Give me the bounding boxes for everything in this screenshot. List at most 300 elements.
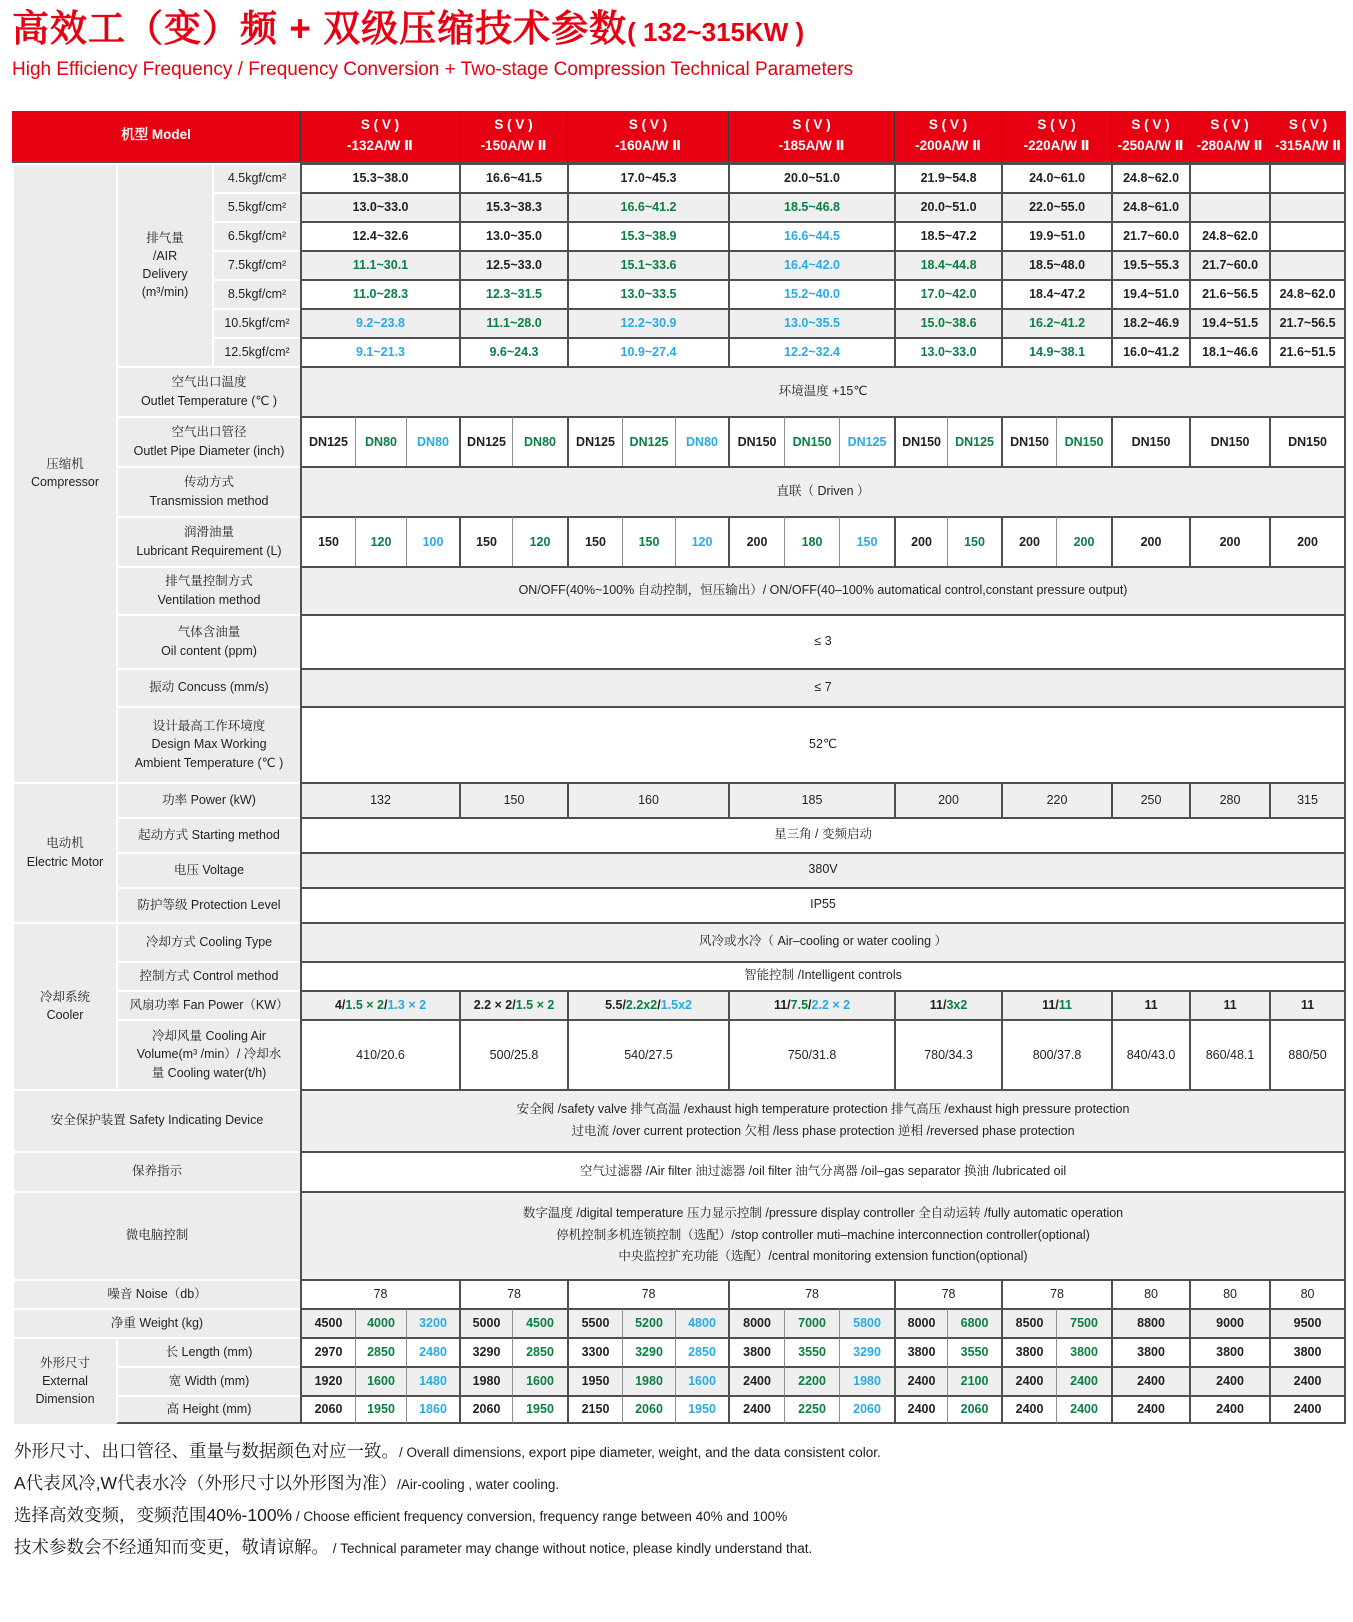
table-cell: 5500 [567,1308,622,1337]
table-cell: 180 [784,516,839,566]
model-column-header-280: S ( V ) -280A/W Ⅱ [1189,111,1269,163]
table-cell: 1480 [406,1366,459,1395]
table-cell: 13.0~33.5 [567,279,728,308]
row-label-pressure-4-5: 4.5kgf/cm² [212,163,300,192]
table-cell: 200 [894,516,947,566]
table-cell: 22.0~55.0 [1001,192,1111,221]
table-cell: 3290 [839,1337,894,1366]
table-cell: 200 [728,516,784,566]
row-label-pressure-6-5: 6.5kgf/cm² [212,221,300,250]
table-cell: DN150 [1056,416,1111,466]
table-cell [1189,192,1269,221]
table-cell: 840/43.0 [1111,1019,1189,1089]
table-cell: DN125 [459,416,512,466]
table-merged-cell [300,1151,1346,1191]
row-label-length: 长 Length (mm) [116,1337,300,1366]
table-cell: 2400 [894,1366,947,1395]
table-cell: 2100 [947,1366,1001,1395]
table-cell: 8000 [894,1308,947,1337]
table-cell: 18.2~46.9 [1111,308,1189,337]
table-cell: 200 [1056,516,1111,566]
table-cell: DN150 [784,416,839,466]
model-column-header-160: S ( V ) -160A/W Ⅱ [567,111,728,163]
table-cell [567,990,728,1019]
value-segment: 7.5 [790,998,809,1013]
table-cell: DN150 [1001,416,1056,466]
table-cell: 800/37.8 [1001,1019,1111,1089]
table-cell [728,990,894,1019]
merged-value-line: 停机控制多机连锁控制（选配）/stop controller muti–machine interconnection controller(optional) [556,1227,1090,1242]
table-cell: 8800 [1111,1308,1189,1337]
merged-value-line: 380V [808,862,838,877]
table-cell: 860/48.1 [1189,1019,1269,1089]
table-row [12,614,1346,668]
table-cell: 18.4~44.8 [894,250,1001,279]
table-row [12,337,1346,366]
table-cell: 11.0~28.3 [300,279,459,308]
table-cell: 21.7~60.0 [1111,221,1189,250]
table-row [12,1366,1346,1395]
table-cell: 18.5~47.2 [894,221,1001,250]
table-cell: 2400 [1001,1366,1056,1395]
group-label-electric-motor: 电动机 Electric Motor [12,782,116,922]
value-segment: 2.2 × 2 [811,998,851,1013]
table-cell: 24.8~62.0 [1269,279,1346,308]
table-cell: DN150 [728,416,784,466]
table-cell: 2400 [1189,1366,1269,1395]
value-segment: 3x2 [946,998,968,1013]
row-label-cooling-air-water: 冷却风量 Cooling Air Volume(m³ /min）/ 冷却水 量 Cooling water(t/h) [116,1019,300,1089]
table-cell: 120 [675,516,728,566]
table-cell: 17.0~45.3 [567,163,728,192]
table-cell: 2400 [1056,1366,1111,1395]
table-cell: 1600 [675,1366,728,1395]
table-row [12,366,1346,416]
table-cell: 24.0~61.0 [1001,163,1111,192]
table-cell: 3290 [622,1337,675,1366]
table-cell: 500/25.8 [459,1019,567,1089]
value-segment: 11/ [1042,998,1059,1013]
table-cell: 9000 [1189,1308,1269,1337]
table-cell: 1980 [459,1366,512,1395]
table-cell: 3800 [1269,1337,1346,1366]
row-label-ventilation: 排气量控制方式 Ventilation method [116,566,300,614]
table-row [12,1019,1346,1089]
table-cell: 2400 [728,1395,784,1424]
table-cell: 24.8~62.0 [1111,163,1189,192]
row-label-concuss: 振动 Concuss (mm/s) [116,668,300,706]
table-cell: 4000 [355,1308,406,1337]
table-cell: 1950 [512,1395,567,1424]
table-cell: 11 [1111,990,1189,1019]
table-cell: 2850 [675,1337,728,1366]
table-row [12,279,1346,308]
table-merged-cell [300,1191,1346,1279]
table-row [12,1337,1346,1366]
table-row [12,1151,1346,1191]
table-row [12,817,1346,852]
table-cell: 2850 [355,1337,406,1366]
table-cell: 13.0~33.0 [300,192,459,221]
parameters-table-body [12,163,1346,1424]
table-cell: DN125 [567,416,622,466]
table-cell: 18.4~47.2 [1001,279,1111,308]
table-cell: 2200 [784,1366,839,1395]
table-cell: 19.4~51.5 [1189,308,1269,337]
table-cell: 2400 [894,1395,947,1424]
table-cell: 200 [894,782,1001,817]
value-segment: / [383,998,388,1013]
table-row [12,1089,1346,1151]
table-cell: 2850 [512,1337,567,1366]
page-title-cn: 高效工（变）频 + 双级压缩技术参数 [12,8,628,49]
parameters-table [12,111,1346,1424]
table-cell: 2150 [567,1395,622,1424]
row-label-maintenance: 保养指示 [12,1151,300,1191]
table-cell: 21.6~51.5 [1269,337,1346,366]
row-label-noise: 噪音 Noise（db） [12,1279,300,1308]
table-cell: 1860 [406,1395,459,1424]
table-cell: 120 [355,516,406,566]
table-row [12,416,1346,466]
table-cell: 780/34.3 [894,1019,1001,1089]
table-cell: 12.3~31.5 [459,279,567,308]
table-cell: 150 [567,516,622,566]
table-cell: 200 [1111,516,1189,566]
value-segment: 5.5/ [605,998,626,1013]
table-cell: 5200 [622,1308,675,1337]
table-cell: 15.0~38.6 [894,308,1001,337]
table-cell: 16.6~44.5 [728,221,894,250]
table-cell: 11.1~28.0 [459,308,567,337]
table-cell: 250 [1111,782,1189,817]
table-cell [1269,250,1346,279]
table-cell: 150 [300,516,355,566]
table-cell: 15.3~38.0 [300,163,459,192]
row-label-pressure-8-5: 8.5kgf/cm² [212,279,300,308]
model-header-cell: 机型 Model [12,111,300,163]
table-cell: DN150 [1269,416,1346,466]
merged-value-line: 智能控制 /Intelligent controls [744,968,902,983]
table-row [12,990,1346,1019]
table-cell: 2400 [1001,1395,1056,1424]
table-cell: 2250 [784,1395,839,1424]
row-label-outlet-temperature: 空气出口温度 Outlet Temperature (℃ ) [116,366,300,416]
table-cell: 80 [1269,1279,1346,1308]
row-label-voltage: 电压 Voltage [116,852,300,887]
table-cell: 78 [567,1279,728,1308]
table-cell: 78 [1001,1279,1111,1308]
table-cell: 150 [459,782,567,817]
page-subtitle: High Efficiency Frequency / Frequency Conversion + Two-stage Compression Technical Parameters [12,58,854,80]
table-row [12,566,1346,614]
table-row [12,516,1346,566]
value-segment: 2.2 × 2/ [473,998,516,1013]
table-row [12,1279,1346,1308]
table-cell: 6800 [947,1308,1001,1337]
row-label-pressure-7-5: 7.5kgf/cm² [212,250,300,279]
table-cell [1189,163,1269,192]
page-title [12,8,1346,51]
table-cell: 17.0~42.0 [894,279,1001,308]
table-cell: 3800 [1189,1337,1269,1366]
table-cell: 2400 [728,1366,784,1395]
merged-value-line: 风冷或水冷（ Air–cooling or water cooling ） [699,934,948,949]
table-cell: 16.6~41.2 [567,192,728,221]
table-cell: 540/27.5 [567,1019,728,1089]
table-cell: 5800 [839,1308,894,1337]
table-cell: DN125 [622,416,675,466]
table-cell: 5000 [459,1308,512,1337]
table-cell [1001,990,1111,1019]
table-cell [894,990,1001,1019]
row-label-outlet-pipe-diameter: 空气出口管径 Outlet Pipe Diameter (inch) [116,416,300,466]
merged-value-line: 52℃ [809,736,837,751]
table-cell: 1920 [300,1366,355,1395]
table-cell: 14.9~38.1 [1001,337,1111,366]
table-cell: DN150 [1111,416,1189,466]
table-cell: 3200 [406,1308,459,1337]
table-cell [459,990,567,1019]
table-cell: 200 [1189,516,1269,566]
table-cell: 80 [1189,1279,1269,1308]
table-cell: 1950 [355,1395,406,1424]
table-cell: 2400 [1056,1395,1111,1424]
row-label-microcomputer-control: 微电脑控制 [12,1191,300,1279]
table-row [12,782,1346,817]
page-title-suffix: ( 132~315KW ) [627,17,805,47]
merged-value-line: ≤ 7 [814,679,832,694]
group-label-compressor: 压缩机 Compressor [12,163,116,782]
table-cell: 20.0~51.0 [728,163,894,192]
table-cell: 80 [1111,1279,1189,1308]
table-cell: 21.9~54.8 [894,163,1001,192]
row-label-design-max-ambient: 设计最高工作环境度 Design Max Working Ambient Temperature (℃ ) [116,706,300,782]
table-cell: 3290 [459,1337,512,1366]
table-cell: DN80 [355,416,406,466]
table-cell: 2970 [300,1337,355,1366]
table-cell: DN125 [300,416,355,466]
footer-notes [14,1438,1346,1559]
table-merged-cell [300,566,1346,614]
table-cell: 1950 [567,1366,622,1395]
table-cell: 24.8~62.0 [1189,221,1269,250]
table-cell: 2400 [1111,1366,1189,1395]
merged-value-line: 直联（ Driven ） [776,483,870,498]
model-column-header-250: S ( V ) -250A/W Ⅱ [1111,111,1189,163]
table-merged-cell [300,961,1346,990]
table-cell: 1980 [622,1366,675,1395]
table-cell: 2400 [1269,1366,1346,1395]
table-cell: 78 [728,1279,894,1308]
table-cell: 9.6~24.3 [459,337,567,366]
table-merged-cell [300,614,1346,668]
table-row [12,1308,1346,1337]
merged-value-line: IP55 [810,897,836,912]
table-cell: 2060 [839,1395,894,1424]
table-cell: 19.4~51.0 [1111,279,1189,308]
value-segment: 11/ [773,998,791,1013]
table-cell: 78 [894,1279,1001,1308]
table-cell: DN80 [406,416,459,466]
table-cell: 4500 [512,1308,567,1337]
row-label-air-delivery: 排气量 /AIR Delivery (m³/min) [116,163,212,366]
row-label-cooling-type: 冷却方式 Cooling Type [116,922,300,961]
table-cell: 3800 [1111,1337,1189,1366]
value-segment: 11 [1058,998,1072,1013]
value-segment: / [657,998,661,1013]
group-label-cooler: 冷却系统 Cooler [12,922,116,1089]
table-cell: 220 [1001,782,1111,817]
table-row [12,706,1346,782]
table-merged-cell [300,668,1346,706]
row-label-protection-level: 防护等级 Protection Level [116,887,300,922]
table-cell: DN125 [947,416,1001,466]
table-cell: 3800 [1001,1337,1056,1366]
table-cell: 8500 [1001,1308,1056,1337]
value-segment: 11/ [929,998,947,1013]
table-cell: 7500 [1056,1308,1111,1337]
table-cell: 16.2~41.2 [1001,308,1111,337]
table-row [12,1191,1346,1279]
table-cell: 18.1~46.6 [1189,337,1269,366]
table-cell: 160 [567,782,728,817]
footer-note: 外形尺寸、出口管径、重量与数据颜色对应一致。/ Overall dimensions, export pipe diameter, weight, and the data consistent color. [14,1440,881,1461]
table-merged-cell [300,366,1346,416]
row-label-fan-power: 风扇功率 Fan Power（KW） [116,990,300,1019]
merged-value-line: 安全阀 /safety valve 排气高温 /exhaust high temperature protection 排气高压 /exhaust high pressure protection [516,1101,1130,1116]
table-cell: 78 [459,1279,567,1308]
table-merged-cell [300,1089,1346,1151]
row-label-power: 功率 Power (kW) [116,782,300,817]
table-merged-cell [300,887,1346,922]
table-cell: 150 [947,516,1001,566]
table-cell: 3800 [728,1337,784,1366]
table-cell: 200 [1269,516,1346,566]
table-cell: 315 [1269,782,1346,817]
table-cell: 13.0~35.5 [728,308,894,337]
table-cell [1269,221,1346,250]
merged-value-line: 过电流 /over current protection 欠相 /less phase protection 逆相 /reversed phase protection [571,1123,1075,1138]
table-cell: 9500 [1269,1308,1346,1337]
table-cell: 2060 [622,1395,675,1424]
table-merged-cell [300,852,1346,887]
table-cell: 15.1~33.6 [567,250,728,279]
table-merged-cell [300,817,1346,852]
value-segment: 1.5 × 2 [345,998,384,1013]
table-cell: DN80 [512,416,567,466]
table-cell: 150 [839,516,894,566]
model-column-header-150: S ( V ) -150A/W Ⅱ [459,111,567,163]
table-row [12,466,1346,516]
table-cell: 2400 [1189,1395,1269,1424]
table-cell: 3800 [894,1337,947,1366]
table-cell: 13.0~33.0 [894,337,1001,366]
table-cell: 132 [300,782,459,817]
table-cell: 11 [1189,990,1269,1019]
table-cell: 150 [459,516,512,566]
table-cell: 3550 [784,1337,839,1366]
table-cell: 2060 [300,1395,355,1424]
table-cell: 2060 [947,1395,1001,1424]
table-cell: 16.4~42.0 [728,250,894,279]
row-label-pressure-12-5: 12.5kgf/cm² [212,337,300,366]
row-label-pressure-10-5: 10.5kgf/cm² [212,308,300,337]
table-row [12,308,1346,337]
merged-value-line: 星三角 / 变频启动 [774,827,872,842]
row-label-control-method: 控制方式 Control method [116,961,300,990]
table-cell: 1980 [839,1366,894,1395]
row-label-width: 宽 Width (mm) [116,1366,300,1395]
table-cell: 185 [728,782,894,817]
table-cell [1269,163,1346,192]
table-cell: DN80 [675,416,728,466]
row-label-oil-content: 气体含油量 Oil content (ppm) [116,614,300,668]
table-cell: 18.5~48.0 [1001,250,1111,279]
table-cell: 410/20.6 [300,1019,459,1089]
table-cell: 10.9~27.4 [567,337,728,366]
group-label-external-dimension: 外形尺寸 External Dimension [12,1337,116,1424]
table-cell: DN150 [1189,416,1269,466]
table-cell: DN150 [894,416,947,466]
table-cell: 2400 [1111,1395,1189,1424]
table-cell: 21.6~56.5 [1189,279,1269,308]
table-cell: 12.4~32.6 [300,221,459,250]
model-column-header-200: S ( V ) -200A/W Ⅱ [894,111,1001,163]
table-cell: 3800 [1056,1337,1111,1366]
table-cell: 8000 [728,1308,784,1337]
table-cell: 12.2~30.9 [567,308,728,337]
table-row [12,250,1346,279]
table-cell: 19.9~51.0 [1001,221,1111,250]
row-label-transmission: 传动方式 Transmission method [116,466,300,516]
row-label-lubricant: 润滑油量 Lubricant Requirement (L) [116,516,300,566]
table-row [12,192,1346,221]
merged-value-line: 空气过滤器 /Air filter 油过滤器 /oil filter 油气分离器 /oil–gas separator 换油 /lubricated oil [579,1163,1067,1178]
table-cell: 12.2~32.4 [728,337,894,366]
table-cell: 2480 [406,1337,459,1366]
footer-note: 选择高效变频，变频范围40%-100% / Choose efficient frequency conversion, frequency range between 40% and 100% [14,1504,788,1525]
table-cell: 9.2~23.8 [300,308,459,337]
table-cell: 4500 [300,1308,355,1337]
table-cell: 200 [1001,516,1056,566]
table-cell: 3550 [947,1337,1001,1366]
table-cell: 1950 [675,1395,728,1424]
table-row [12,961,1346,990]
merged-value-line: 数字温度 /digital temperature 压力显示控制 /pressure display controller 全自动运转 /fully automatic operation [522,1205,1124,1220]
merged-value-line: 环境温度 +15℃ [778,383,868,398]
table-cell: 280 [1189,782,1269,817]
table-cell: 19.5~55.3 [1111,250,1189,279]
table-cell: 750/31.8 [728,1019,894,1089]
table-cell: 1600 [355,1366,406,1395]
table-cell: DN125 [839,416,894,466]
model-column-header-185: S ( V ) -185A/W Ⅱ [728,111,894,163]
table-cell: 880/50 [1269,1019,1346,1089]
table-cell: 100 [406,516,459,566]
table-row [12,922,1346,961]
table-cell: 7000 [784,1308,839,1337]
table-merged-cell [300,466,1346,516]
table-cell: 11.1~30.1 [300,250,459,279]
table-header-row [12,111,1346,163]
table-cell: 120 [512,516,567,566]
row-label-starting-method: 起动方式 Starting method [116,817,300,852]
table-cell: 15.3~38.9 [567,221,728,250]
model-column-header-315: S ( V ) -315A/W Ⅱ [1269,111,1346,163]
table-cell: 20.0~51.0 [894,192,1001,221]
table-cell: 21.7~56.5 [1269,308,1346,337]
